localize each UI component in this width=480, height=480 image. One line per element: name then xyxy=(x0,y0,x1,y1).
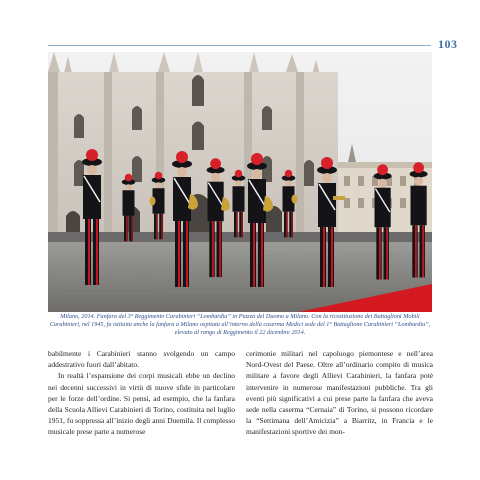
band-photo xyxy=(48,52,432,312)
body-column-left xyxy=(48,348,235,438)
body-column-right xyxy=(246,348,433,438)
paragraph: cerimonie militari nel capoluogo piemontese e nell’area Nord-Ovest del Paese. Oltre all’ordinario compito di musica militare a favore degli Allievi Carabinieri, la fanfara poté intervenire in numerose manifestazioni pubbliche. Tra gli eventi più significativi a cui prese parte la fanfara che aveva sede nella caserma “Cernaia” di Torino, si possono ricordare la “Settimana dell’Amicizia” a Biarritz, in Francia e le manifestazioni sportive dei mon- xyxy=(246,349,433,437)
header-rule xyxy=(48,45,431,46)
photo-caption: Milano, 2014. Fanfara del 3° Reggimento Carabinieri “Lombardia” in Piazza del Duomo a Milano. Con la ricostituzione dei Battaglioni Mobili Carabinieri, nel 1945, fu istituita anche la fanfara a Milano ospitata all’interno della caserma Medici sede del 1° Battaglione Carabinieri “Lombardia”, elevato al rango di Reggimento il 22 dicembre 2014. xyxy=(49,313,431,336)
paragraph: In realtà l’espansione dei corpi musicali ebbe un declino nei decenni successivi in virtù di nuove sfide in particolare per le forze dell’ordine. Si pensi, ad esempio, che la fanfara della Scuola Allievi Carabinieri di Torino, costituita nel luglio 1951, fu soppressa all’inizio degli anni Duemila. Il complesso musicale prese parte a numerose xyxy=(48,371,235,437)
page-number: 103 xyxy=(438,37,458,51)
paragraph: babilmente i Carabinieri stanno svolgendo un campo addestrativo fuori dall’abitato. xyxy=(48,349,235,370)
